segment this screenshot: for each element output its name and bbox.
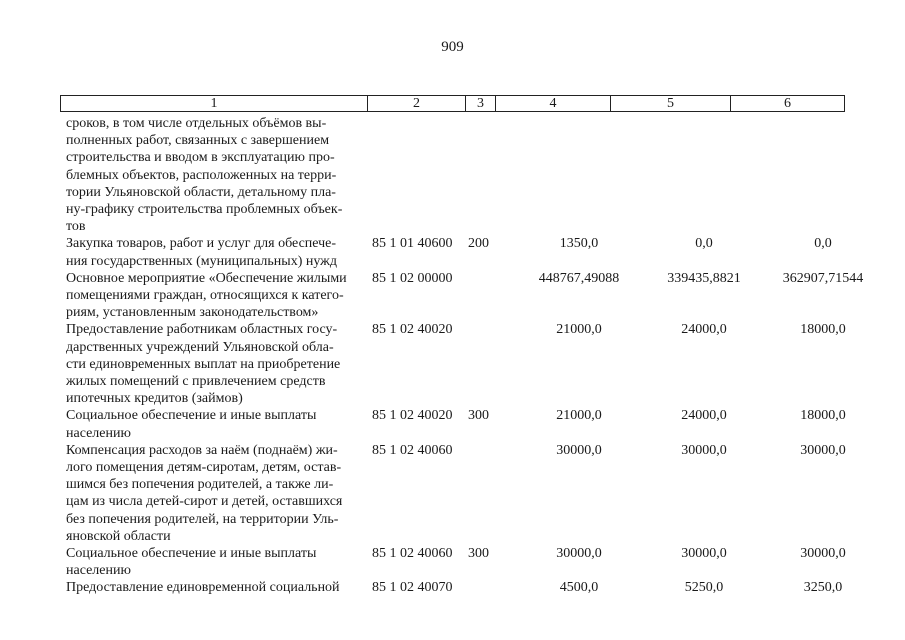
row-value-col5: 30000,0 [681,442,727,458]
row-description [66,270,361,322]
description-line: ния государственных (муниципальных) нужд [66,253,337,269]
row-value-col4: 1350,0 [559,236,599,252]
header-col-6: 6 [730,96,844,111]
row-description [66,115,361,235]
description-line: тов [66,219,86,235]
description-line: ипотечных кредитов (займов) [66,391,243,407]
row-expense-type: 300 [468,546,489,562]
table-row [66,270,864,322]
description-line: без попечения родителей, на территории Уль- [66,511,339,527]
description-line: населению [66,563,131,579]
row-code: 85 1 02 40060 [372,442,453,458]
row-value-col4: 21000,0 [556,322,602,338]
row-code: 85 1 02 40020 [372,408,453,424]
header-col-4: 4 [495,96,610,111]
table-row [66,442,846,545]
row-code: 85 1 02 40020 [372,322,453,338]
header-col-2: 2 [367,96,465,111]
table-row [66,579,843,596]
row-value-col6: 18000,0 [800,408,846,424]
row-value-col5: 30000,0 [681,546,727,562]
description-line: жилых помещений с привлечением средств [66,374,326,390]
row-value-col5: 5250,0 [684,580,724,596]
description-line: шимся без попечения родителей, а также ли- [66,477,334,493]
table-body [66,115,864,597]
row-value-col4: 30000,0 [556,546,602,562]
header-col-1: 1 [210,96,218,111]
row-value-col6: 18000,0 [800,322,846,338]
header-col-5: 5 [610,96,730,111]
table-row [66,235,832,269]
row-value-col6: 30000,0 [800,442,846,458]
row-description [66,407,361,441]
row-description [66,545,361,579]
row-value-col4: 21000,0 [556,408,602,424]
description-line: Предоставление единовременной социальной [66,580,340,596]
row-value-col6: 0,0 [814,236,832,252]
row-description [66,321,361,407]
row-code: 85 1 02 40060 [372,546,453,562]
row-description [66,442,361,545]
row-value-col5: 24000,0 [681,322,727,338]
row-value-col5: 24000,0 [681,408,727,424]
row-expense-type: 200 [468,236,489,252]
row-value-col4: 4500,0 [559,580,599,596]
row-value-col5: 0,0 [695,236,713,252]
row-value-col4: 448767,49088 [538,270,620,286]
row-description [66,579,361,596]
description-line: Социальное обеспечение и иные выплаты [66,546,317,562]
description-line: полненных работ, связанных с завершением [66,133,330,149]
row-code: 85 1 02 40070 [372,580,453,596]
table-row [66,321,846,407]
row-value-col6: 362907,71544 [782,270,864,286]
description-line: строительства и вводом в эксплуатацию про- [66,150,335,166]
row-value-col6: 30000,0 [800,546,846,562]
description-line: населению [66,425,131,441]
description-line: Компенсация расходов за наём (поднаём) жи- [66,442,338,458]
row-value-col4: 30000,0 [556,442,602,458]
description-line: ну-графику строительства проблемных объек- [66,202,343,218]
description-line: тории Ульяновской области, детальному пла- [66,184,336,200]
description-line: сти единовременных выплат на приобретение [66,356,341,372]
description-line: дарственных учреждений Ульяновской обла- [66,339,334,355]
header-col-3: 3 [465,96,495,111]
table-header [60,95,845,112]
row-code: 85 1 02 00000 [372,270,453,286]
row-expense-type: 300 [468,408,489,424]
description-line: лого помещения детям-сиротам, детям, остав- [66,460,342,476]
description-line: Закупка товаров, работ и услуг для обеспече- [66,236,337,252]
table-row [66,115,361,235]
description-line: Предоставление работникам областных госу- [66,322,338,338]
table-row [66,545,846,579]
description-line: помещениями граждан, относящихся к катего- [66,288,344,304]
row-code: 85 1 01 40600 [372,236,453,252]
description-line: риям, установленным законодательством» [66,305,319,321]
description-line: яновской области [66,528,171,544]
description-line: сроков, в том числе отдельных объёмов вы- [66,116,327,131]
description-line: Основное мероприятие «Обеспечение жилыми [66,270,347,286]
description-line: блемных объектов, расположенных на терри- [66,167,337,183]
page-number: 909 [441,39,464,55]
row-value-col5: 339435,8821 [667,270,741,286]
description-line: Социальное обеспечение и иные выплаты [66,408,317,424]
description-line: цам из числа детей-сирот и детей, оставшихся [66,494,343,510]
row-value-col6: 3250,0 [803,580,843,596]
table-row [66,407,846,441]
row-description [66,235,361,269]
